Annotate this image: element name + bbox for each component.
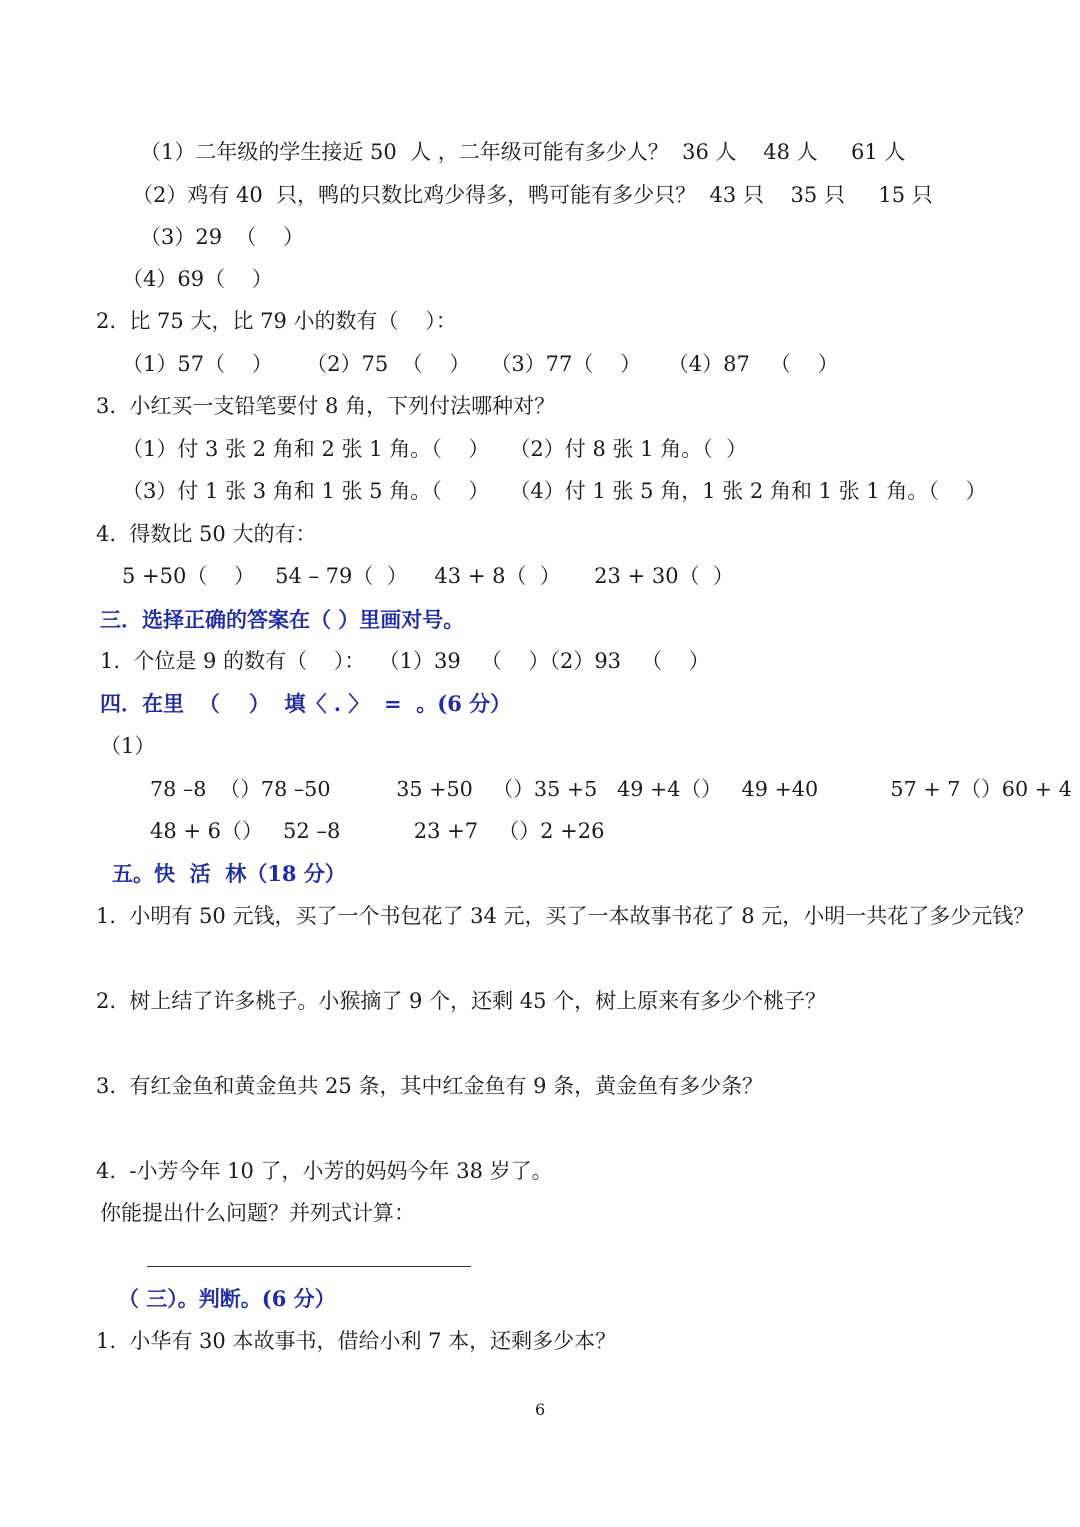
s3-q1: 1. 个位是 9 的数有（ ）： （1）39 （ ）（2）93 （ ） [100,649,710,673]
s4-compare-row-1: 78 –8 （）78 –50 35 +50 （）35 +5 49 +4（） 49 +40 57 + 7（）60 + 4 [150,777,1072,801]
s4-sub-1: （1） [100,734,156,758]
s5-q4-prompt: 你能提出什么问题？并列式计算： [100,1201,415,1225]
q3-options-1: （1）付 3 张 2 角和 2 张 1 角。（ ） （2）付 8 张 1 角。（ ） [122,437,748,461]
page-number: 6 [535,1400,546,1419]
section-5-heading: 五。快 活 林（18 分） [112,861,346,886]
s5-q4: 4. -小芳今年 10 了，小芳的妈妈今年 38 岁了。 [96,1159,553,1183]
judgement-heading: （ 三）。判断。(6 分） [118,1286,336,1311]
s5-q1: 1. 小明有 50 元钱，买了一个书包花了 34 元，买了一本故事书花了 8 元，小明一共花了多少元钱？ [96,904,1035,928]
q4-options: 5 +50（ ） 54 – 79（ ） 43 + 8（ ） 23 + 30（ ） [122,564,734,588]
q1-sub-3: （3）29 （ ） [140,225,305,249]
q2-options: （1）57（ ） （2）75 （ ） （3）77（ ） （4）87 （ ） [122,352,839,376]
q2-text: 2. 比 75 大，比 79 小的数有（ ）： [96,309,457,333]
q4-text: 4. 得数比 50 大的有： [96,522,317,546]
answer-line [147,1266,471,1267]
s5-q2: 2. 树上结了许多桃子。小猴摘了 9 个，还剩 45 个，树上原来有多少个桃子？ [96,989,827,1013]
q3-options-2: （3）付 1 张 3 角和 1 张 5 角。（ ） （4）付 1 张 5 角，1 张 2 角和 1 张 1 角。（ ） [122,479,987,503]
judgement-q1: 1. 小华有 30 本故事书，借给小利 7 本，还剩多少本？ [96,1329,617,1353]
q1-sub-2: （2）鸡有 40 只，鸭的只数比鸡少得多，鸭可能有多少只？ 43 只 35 只 15 只 [132,183,933,207]
q3-text: 3. 小红买一支铅笔要付 8 角，下列付法哪种对？ [96,394,556,418]
s4-compare-row-2: 48 + 6（） 52 –8 23 +7 （）2 +26 [150,819,605,843]
section-3-heading: 三．选择正确的答案在（ ）里画对号。 [100,607,465,632]
section-4-heading: 四．在里 （ ） 填〈 . 〉 = 。(6 分） [100,691,512,716]
q1-sub-4: （4）69（ ） [122,267,273,291]
q1-sub-1: （1）二年级的学生接近 50 人 ，二年级可能有多少人？ 36 人 48 人 61 人 [140,140,906,164]
s5-q3: 3. 有红金鱼和黄金鱼共 25 条，其中红金鱼有 9 条，黄金鱼有多少条？ [96,1074,764,1098]
